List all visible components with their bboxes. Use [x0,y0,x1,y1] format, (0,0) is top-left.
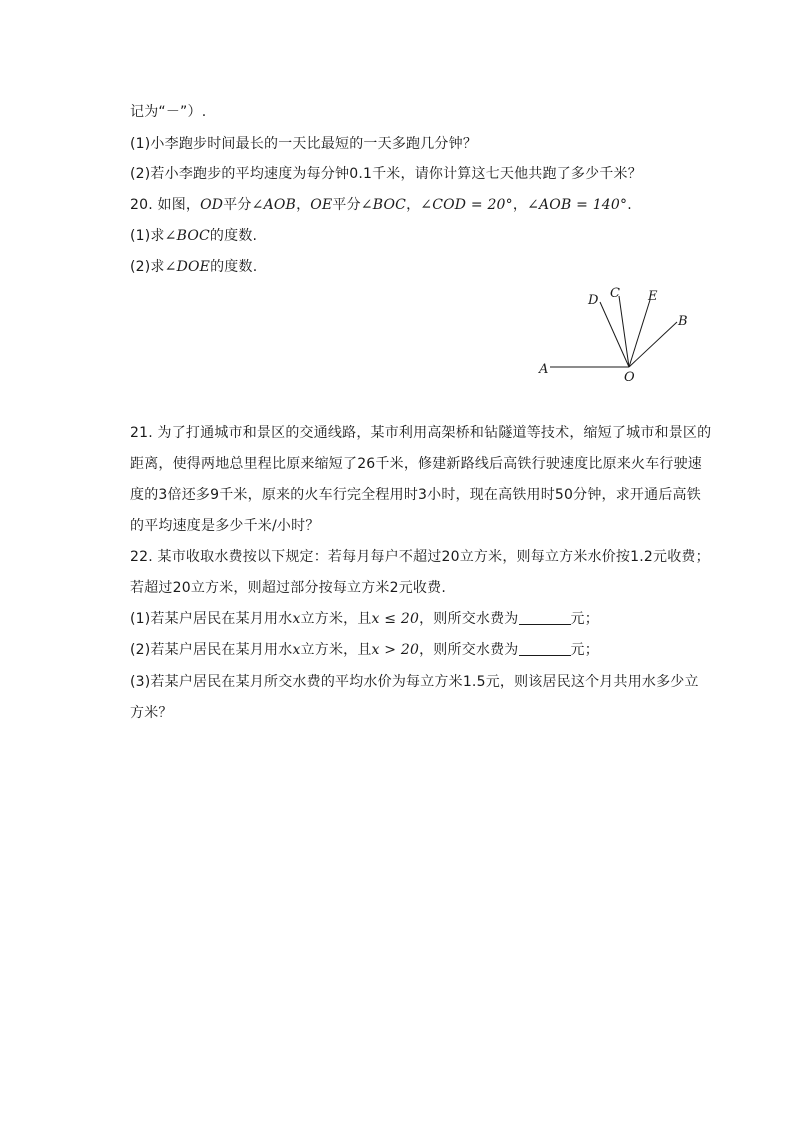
q20-text: 平分 [223,197,252,213]
math-od: OD [200,197,224,213]
label-o: O [624,370,635,385]
q20-text: (1)求 [130,228,165,244]
label-d: D [588,293,599,308]
q22-text: ，则所交水费为 [419,611,519,627]
q22-part-1 [130,609,599,629]
math-angle-aob-value: ∠AOB = 140° [527,197,628,213]
q21-line-2: 距离，使得两地总里程比原来缩短了26千米，修建新路线后高铁行驶速度比原来火车行驶速 [130,456,703,472]
math-angle-cod-value: ∠COD = 20° [420,197,513,213]
q22-text: 立方米，且 [300,611,372,627]
q20-text: . [627,197,632,213]
q22-text: (2)若某户居民在某月用水 [130,642,293,658]
answer-blank[interactable] [519,641,571,656]
math-condition: x > 20 [371,642,420,658]
q20-text: 如图， [157,197,201,213]
q22-text: 立方米，且 [300,642,372,658]
q21-line-4: 的平均速度是多少千米/小时？ [130,518,320,534]
q22-part-3-line-2: 方米？ [130,705,173,721]
q20-part-2 [130,257,257,277]
math-condition: x ≤ 20 [371,611,420,627]
angle-figure [530,280,700,390]
math-angle-aob: ∠AOB [251,197,297,213]
q20-text: ， [296,197,311,213]
label-a: A [539,362,549,377]
q22-line-1: 22. 某市收取水费按以下规定：若每月每户不超过20立方米，则每立方米水价按1.2元收费； [130,549,710,565]
q19-cont-text: 记为“－”）. [130,104,207,120]
q20-text: 的度数. [209,228,258,244]
math-angle-doe: ∠DOE [164,259,211,275]
q20-text: 平分 [332,197,361,213]
math-angle-boc: ∠BOC [164,228,210,244]
q20-part-1 [130,226,257,246]
q20-text: ， [406,197,421,213]
math-angle-boc: ∠BOC [360,197,407,213]
label-c: C [610,286,620,301]
q20-text: 的度数. [210,259,258,275]
q21-line-3: 度的3倍还多9千米，原来的火车行完全程用时3小时，现在高铁用时50分钟，求开通后高铁 [130,487,701,503]
label-b: B [678,314,688,329]
math-x: x [292,611,301,627]
math-x: x [292,642,301,658]
q22-part-3-line-1: (3)若某户居民在某月所交水费的平均水价为每立方米1.5元，则该居民这个月共用水多少立 [130,674,699,690]
q22-part-2 [130,640,599,660]
q20-text: ， [512,197,528,213]
q21-line-1: 21. 为了打通城市和景区的交通线路，某市利用高架桥和钻隧道等技术，缩短了城市和景区的 [130,425,712,441]
q20-number: 20. [130,197,158,213]
label-e: E [648,289,658,304]
q20-text: (2)求 [130,259,165,275]
q22-text: (1)若某户居民在某月用水 [130,611,293,627]
q22-text: 元； [570,642,599,658]
answer-blank[interactable] [519,610,571,625]
math-oe: OE [310,197,333,213]
q19-part-1: (1)小李跑步时间最长的一天比最短的一天多跑几分钟？ [130,136,478,152]
q22-line-2: 若超过20立方米，则超过部分按每立方米2元收费. [130,580,446,596]
q20-stem [130,195,632,215]
q22-text: 元； [570,611,599,627]
q19-part-2: (2)若小李跑步的平均速度为每分钟0.1千米，请你计算这七天他共跑了多少千米？ [130,166,642,182]
q22-text: ，则所交水费为 [419,642,519,658]
